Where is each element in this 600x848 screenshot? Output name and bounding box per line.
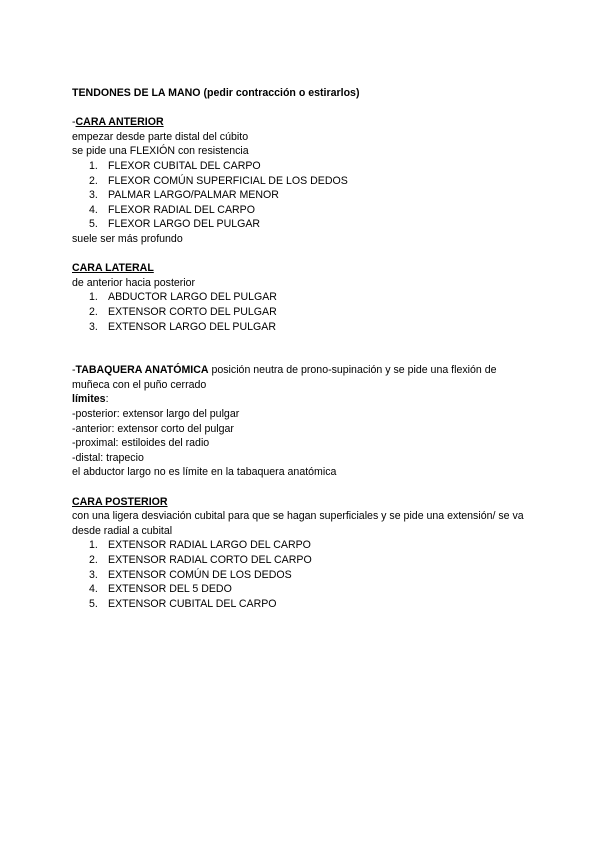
list-item: 3. EXTENSOR COMÚN DE LOS DEDOS: [89, 568, 292, 581]
numbered-list: [72, 290, 532, 334]
tabaquera-description: -TABAQUERA ANATÓMICA posición neutra de prono-supinación y se pide una flexión de muñeca con el puño cerrado: [72, 364, 497, 391]
text-line: se pide una FLEXIÓN con resistencia: [72, 145, 249, 158]
section-heading: CARA LATERAL: [72, 262, 154, 275]
title-parenthetical: (pedir contracción o estirarlos): [203, 87, 360, 99]
document-title: [72, 86, 532, 101]
text-line: de anterior hacia posterior: [72, 276, 196, 289]
section-cara-anterior: [72, 115, 532, 246]
document-page: [72, 86, 532, 611]
heading-text: TABAQUERA ANATÓMICA: [75, 364, 209, 377]
text-paragraph: con una ligera desviación cubital para que se hagan superficiales y se pide una extensión/ se va desde radial a cubital: [72, 510, 524, 537]
section-tabaquera-anatomica: [72, 363, 532, 480]
list-item: 1. FLEXOR CUBITAL DEL CARPO: [89, 159, 261, 172]
text-line: suele ser más profundo: [72, 232, 183, 245]
section-heading: -CARA ANTERIOR: [72, 116, 164, 129]
section-cara-posterior: [72, 495, 532, 612]
list-item: 3. PALMAR LARGO/PALMAR MENOR: [89, 189, 279, 202]
numbered-list: [72, 159, 532, 232]
section-heading: CARA POSTERIOR: [72, 495, 168, 508]
list-item: 1. EXTENSOR RADIAL LARGO DEL CARPO: [89, 539, 311, 552]
limit-line: -distal: trapecio: [72, 451, 144, 464]
text-line: el abductor largo no es límite en la tabaquera anatómica: [72, 466, 337, 479]
list-item: 5. EXTENSOR CUBITAL DEL CARPO: [89, 597, 277, 610]
text-line: empezar desde parte distal del cúbito: [72, 130, 249, 143]
list-item: 5. FLEXOR LARGO DEL PULGAR: [89, 218, 261, 231]
heading-text: CARA ANTERIOR: [75, 116, 164, 129]
list-item: 3. EXTENSOR LARGO DEL PULGAR: [89, 320, 276, 333]
limit-line: -posterior: extensor largo del pulgar: [72, 408, 240, 421]
list-item: 2. EXTENSOR CORTO DEL PULGAR: [89, 305, 277, 318]
numbered-list: [72, 538, 532, 611]
limits-label: límites:: [72, 393, 109, 406]
list-item: 2. FLEXOR COMÚN SUPERFICIAL DE LOS DEDOS: [89, 174, 348, 187]
section-cara-lateral: [72, 261, 532, 334]
limit-line: -anterior: extensor corto del pulgar: [72, 422, 234, 435]
list-item: 4. FLEXOR RADIAL DEL CARPO: [89, 203, 255, 216]
title-main: TENDONES DE LA MANO: [72, 87, 201, 99]
list-item: 1. ABDUCTOR LARGO DEL PULGAR: [89, 291, 277, 304]
list-item: 4. EXTENSOR DEL 5 DEDO: [89, 583, 232, 596]
list-item: 2. EXTENSOR RADIAL CORTO DEL CARPO: [89, 554, 312, 566]
limit-line: -proximal: estiloides del radio: [72, 437, 210, 450]
